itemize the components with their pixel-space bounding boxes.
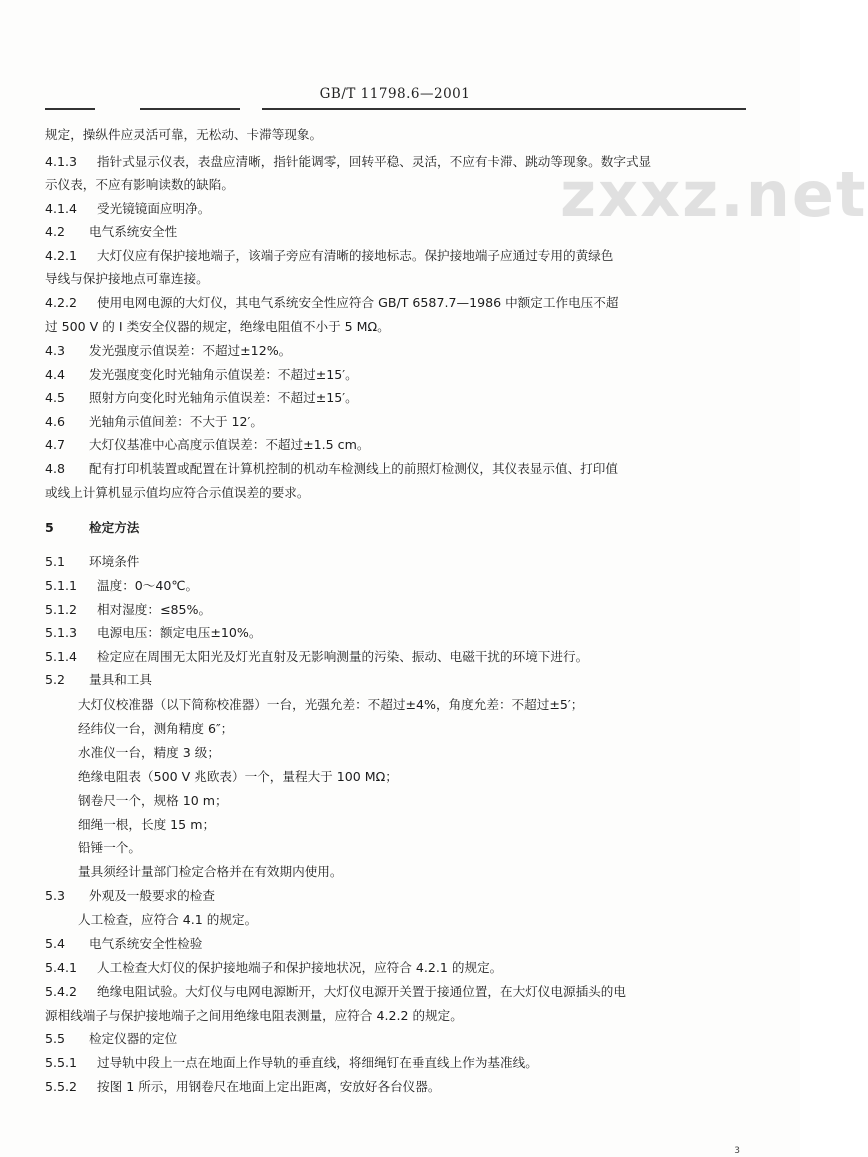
clause-text: 检定仪器的定位 [89, 1031, 178, 1046]
clause-text: 配有打印机装置或配置在计算机控制的机动车检测线上的前照灯检测仪，其仪表显示值、打印值 [89, 461, 618, 476]
clause-number: 4.7 [45, 437, 66, 452]
clause-text: 源相线端子与保护接地端子之间用绝缘电阻表测量，应符合 4.2.2 的规定。 [45, 1008, 463, 1023]
text-line [78, 912, 257, 928]
clause-text: 人工检查大灯仪的保护接地端子和保护接地状况，应符合 4.2.1 的规定。 [97, 960, 503, 975]
clause-number: 5.1 [45, 554, 66, 569]
clause-text: 过导轨中段上一点在地面上作导轨的垂直线，将细绳钉在垂直线上作为基准线。 [97, 1055, 538, 1070]
clause-number: 5.5 [45, 1031, 66, 1046]
text-line [78, 697, 583, 713]
text-line [78, 840, 141, 856]
text-line [78, 745, 220, 761]
clause-number: 4.2 [45, 224, 66, 239]
header-rule-right [262, 108, 746, 110]
clause-text: 导线与保护接地点可靠连接。 [45, 271, 209, 286]
clause-text: 过 500 V 的 I 类安全仪器的规定，绝缘电阻值不小于 5 MΩ。 [45, 319, 390, 334]
clause-number: 4.4 [45, 367, 66, 382]
text-line [45, 437, 369, 453]
text-line [78, 769, 398, 785]
clause-text: 或线上计算机显示值均应符合示值误差的要求。 [45, 485, 310, 500]
text-line [45, 485, 309, 501]
text-line [45, 319, 390, 335]
clause-text: 大灯仪校准器（以下简称校准器）一台，光强允差：不超过±4%，角度允差：不超过±5′； [78, 697, 584, 712]
text-line [45, 936, 202, 952]
text-line [45, 461, 618, 477]
clause-text: 使用电网电源的大灯仪，其电气系统安全性应符合 GB/T 6587.7—1986 中额定工作电压不超 [97, 295, 619, 310]
text-line [45, 602, 211, 618]
text-line [45, 888, 215, 904]
clause-text: 按图 1 所示，用钢卷尺在地面上定出距离，安放好各台仪器。 [97, 1079, 441, 1094]
text-line [45, 672, 152, 688]
clause-number: 5.4.2 [45, 984, 78, 999]
clause-text: 细绳一根，长度 15 m； [78, 817, 216, 832]
clause-text: 环境条件 [89, 554, 140, 569]
clause-text: 电气系统安全性检验 [89, 936, 203, 951]
clause-text: 绝缘电阻表（500 V 兆欧表）一个，量程大于 100 MΩ； [78, 769, 398, 784]
clause-text: 经纬仪一台，测角精度 6″； [78, 721, 234, 736]
clause-text: 受光镜镜面应明净。 [97, 201, 211, 216]
clause-text: 大灯仪基准中心高度示值误差：不超过±1.5 cm。 [89, 437, 370, 452]
text-line [78, 817, 215, 833]
clause-number: 5.5.1 [45, 1055, 78, 1070]
clause-number: 5.4.1 [45, 960, 78, 975]
clause-text: 相对湿度：≤85%。 [97, 602, 212, 617]
text-line [45, 295, 618, 311]
watermark: zxxz.net [560, 158, 868, 231]
clause-number: 4.8 [45, 461, 66, 476]
clause-number: 4.2.2 [45, 295, 78, 310]
clause-number: 4.1.4 [45, 201, 78, 216]
text-line [78, 793, 228, 809]
page-number: 3 [734, 1146, 740, 1156]
text-line [45, 414, 263, 430]
clause-text: 量具须经计量部门检定合格并在有效期内使用。 [78, 864, 343, 879]
clause-number: 5.1.1 [45, 578, 78, 593]
header-rule-left [45, 108, 95, 110]
text-line [78, 864, 342, 880]
clause-text: 照射方向变化时光轴角示值误差：不超过±15′。 [89, 390, 358, 405]
text-line [45, 201, 210, 217]
clause-text: 光轴角示值间差：不大于 12′。 [89, 414, 264, 429]
text-line [45, 1031, 177, 1047]
text-line [45, 1008, 463, 1024]
text-line [45, 578, 198, 594]
text-line [45, 1079, 440, 1095]
clause-text: 外观及一般要求的检查 [89, 888, 215, 903]
text-line [45, 343, 291, 359]
clause-text: 量具和工具 [89, 672, 152, 687]
clause-number: 4.5 [45, 390, 66, 405]
clause-text: 发光强度变化时光轴角示值误差：不超过±15′。 [89, 367, 358, 382]
text-line [78, 721, 233, 737]
clause-text: 温度：0～40℃。 [97, 578, 199, 593]
clause-text: 电气系统安全性 [89, 224, 178, 239]
text-line [45, 154, 651, 170]
clause-number: 5.5.2 [45, 1079, 78, 1094]
text-line [45, 520, 139, 536]
clause-text: 水准仪一台，精度 3 级； [78, 745, 220, 760]
clause-text: 规定，操纵件应灵活可靠，无松动、卡滞等现象。 [45, 127, 323, 142]
clause-text: 钢卷尺一个，规格 10 m； [78, 793, 228, 808]
text-line [45, 248, 613, 264]
clause-number: 5.1.2 [45, 602, 78, 617]
clause-text: 电源电压：额定电压±10%。 [97, 625, 262, 640]
clause-text: 铅锤一个。 [78, 840, 141, 855]
text-line [45, 984, 626, 1000]
text-line [45, 224, 177, 240]
clause-number: 5.1.3 [45, 625, 78, 640]
text-line [45, 960, 502, 976]
clause-number: 5.3 [45, 888, 66, 903]
text-line [45, 390, 358, 406]
clause-text: 示仪表，不应有影响读数的缺陷。 [45, 177, 234, 192]
text-line [45, 177, 234, 193]
clause-text: 人工检查，应符合 4.1 的规定。 [78, 912, 258, 927]
clause-text: 检定应在周围无太阳光及灯光直射及无影响测量的污染、振动、电磁干扰的环境下进行。 [97, 649, 589, 664]
clause-number: 4.6 [45, 414, 66, 429]
clause-number: 5.1.4 [45, 649, 78, 664]
clause-text: 大灯仪应有保护接地端子，该端子旁应有清晰的接地标志。保护接地端子应通过专用的黄绿色 [97, 248, 614, 263]
clause-number: 4.1.3 [45, 154, 78, 169]
clause-text: 发光强度示值误差：不超过±12%。 [89, 343, 292, 358]
clause-number: 4.2.1 [45, 248, 78, 263]
clause-text: 检定方法 [89, 520, 140, 535]
clause-number: 5.4 [45, 936, 66, 951]
text-line [45, 127, 322, 143]
clause-number: 5.2 [45, 672, 66, 687]
text-line [45, 271, 209, 287]
header-rule-middle [140, 108, 240, 110]
clause-text: 指针式显示仪表，表盘应清晰，指针能调零，回转平稳、灵活，不应有卡滞、跳动等现象。数字式显 [97, 154, 652, 169]
clause-text: 绝缘电阻试验。大灯仪与电网电源断开，大灯仪电源开关置于接通位置，在大灯仪电源插头的电 [97, 984, 626, 999]
standard-header: GB/T 11798.6—2001 [319, 86, 471, 102]
clause-number: 5 [45, 520, 54, 535]
clause-number: 4.3 [45, 343, 66, 358]
text-line [45, 625, 261, 641]
text-line [45, 649, 588, 665]
text-line [45, 554, 139, 570]
text-line [45, 367, 358, 383]
text-line [45, 1055, 538, 1071]
